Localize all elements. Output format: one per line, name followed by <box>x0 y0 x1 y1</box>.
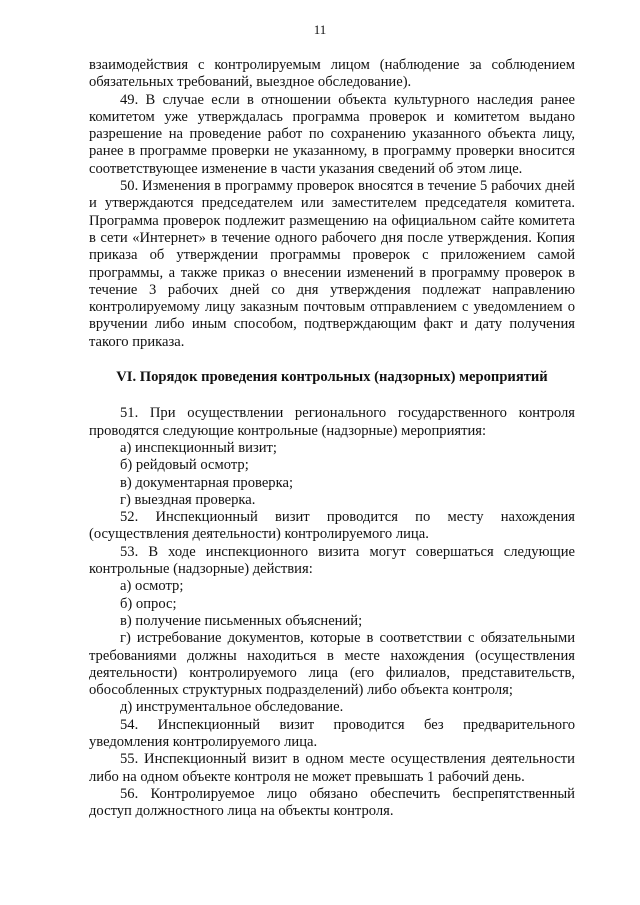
list-item: а) осмотр; <box>120 578 184 595</box>
paragraph-49: 49. В случае если в отношении объекта культурного наследия ранее комитетом уже утверждалась программа проверок и комитетом выдано разрешение на проведение работ по сохранению указанного объекта лицу, ранее в программе проверки не указанному, в программу проверки вносится соответствующее изменение в части указания сведений об этом лице. <box>89 91 575 177</box>
list-item: а) инспекционный визит; <box>120 439 277 456</box>
list-item: б) рейдовый осмотр; <box>120 457 249 474</box>
paragraph-56: 56. Контролируемое лицо обязано обеспечить беспрепятственный доступ должностного лица на объекты контроля. <box>89 785 575 820</box>
list-item: б) опрос; <box>120 595 177 612</box>
paragraph-continuation: взаимодействия с контролируемым лицом (наблюдение за соблюдением обязательных требований, выездное обследование). <box>89 57 575 91</box>
paragraph-52: 52. Инспекционный визит проводится по месту нахождения (осуществления деятельности) контролируемого лица. <box>89 509 575 543</box>
paragraph-50: 50. Изменения в программу проверок вносятся в течение 5 рабочих дней и утверждаются председателем или заместителем председателя комитета. Программа проверок подлежит размещению на официальном сайте комитета в сети «Интернет» в течение одного рабочего дня после утверждения. Копия приказа об утверждении программы проверок с приложением самой программы, а также приказ о внесении изменений в программу проверок в течение 3 рабочих дней со дня утверждения подлежат направлению контролируемому лицу заказным почтовым отправлением с уведомлением о вручении либо иным способом, подтверждающим факт и дату получения такого приказа. <box>89 178 575 350</box>
section-heading: VI. Порядок проведения контрольных (надзорных) мероприятий <box>116 369 548 386</box>
document-body <box>89 57 575 820</box>
list-item: в) получение письменных объяснений; <box>120 612 363 629</box>
paragraph-51: 51. При осуществлении регионального государственного контроля проводятся следующие контрольные (надзорные) мероприятия: <box>89 405 575 439</box>
list-item: д) инструментальное обследование. <box>120 699 344 716</box>
paragraph-54: 54. Инспекционный визит проводится без предварительного уведомления контролируемого лица. <box>89 716 575 750</box>
paragraph-55: 55. Инспекционный визит в одном месте осуществления деятельности либо на одном объекте контроля не может превышать 1 рабочий день. <box>89 751 575 785</box>
list-item: в) документарная проверка; <box>120 474 293 491</box>
page-number: 11 <box>313 22 327 37</box>
paragraph-53: 53. В ходе инспекционного визита могут совершаться следующие контрольные (надзорные) действия: <box>89 543 575 578</box>
list-item: г) выездная проверка. <box>120 491 256 508</box>
list-item: г) истребование документов, которые в соответствии с обязательными требованиями должны находиться в месте нахождения (осуществления деятельности) контролируемого лица (его филиалов, представительств, обособленных структурных подразделений) либо объекта контроля; <box>89 630 575 699</box>
